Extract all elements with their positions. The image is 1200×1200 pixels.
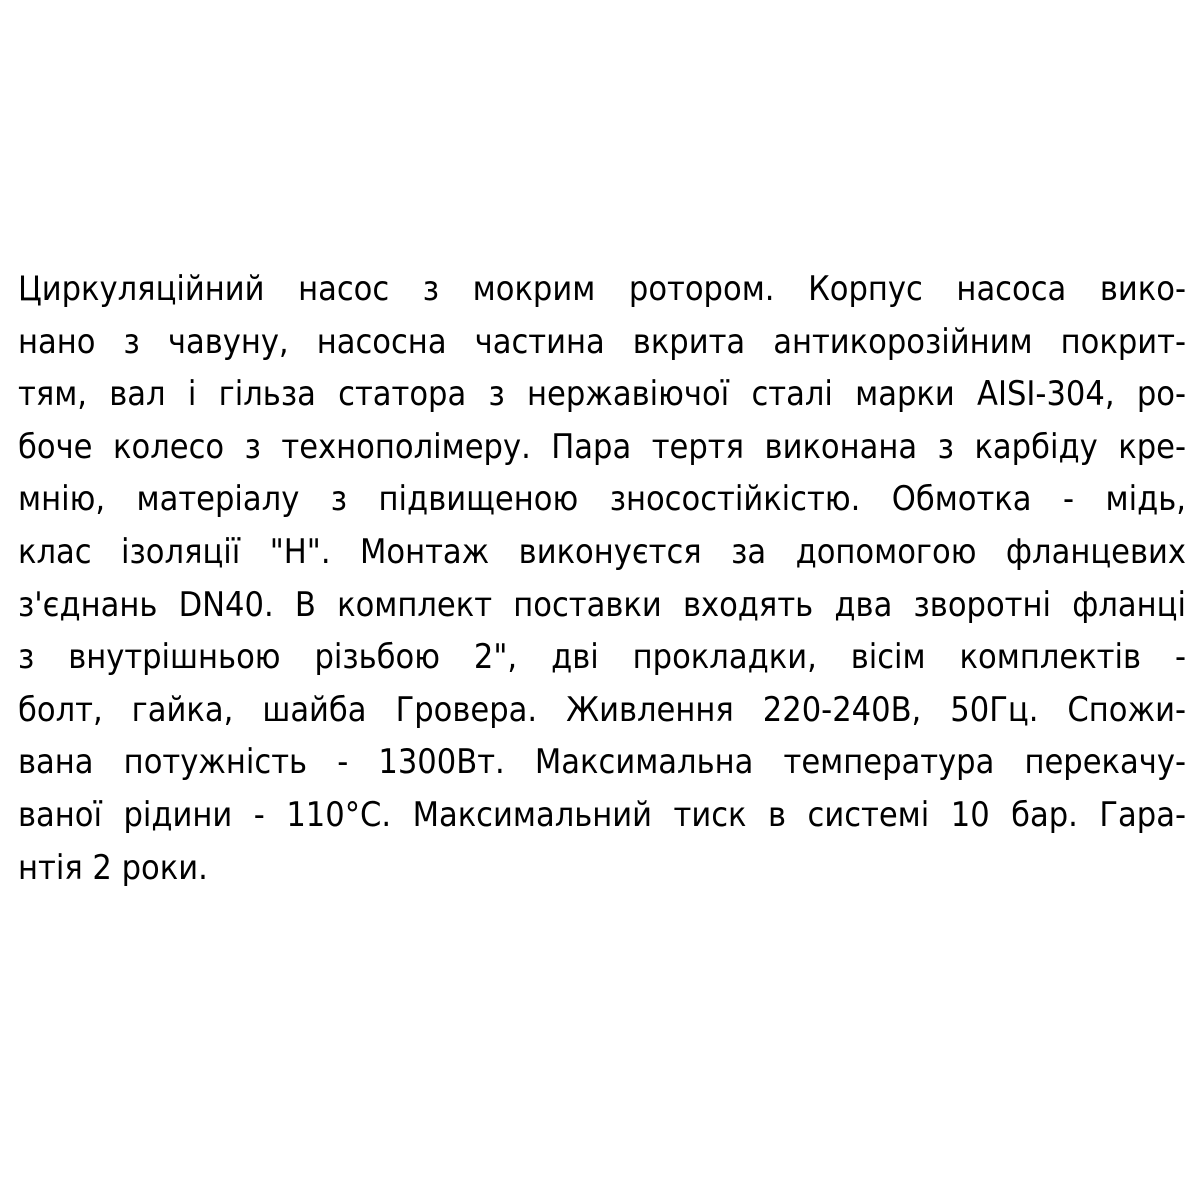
description-line-10: вана потужність - 1300Вт. Максимальна температура перекачу-	[18, 742, 1186, 783]
description-line-12: нтія 2 роки.	[18, 847, 208, 888]
description-line-2: нано з чавуну, насосна частина вкрита антикорозійним покрит-	[18, 321, 1186, 362]
product-description	[18, 263, 1186, 894]
description-line-9: болт, гайка, шайба Гровера. Живлення 220-240В, 50Гц. Спожи-	[18, 689, 1186, 730]
description-line-8: з внутрішньою різьбою 2", дві прокладки, вісім комплектів -	[18, 637, 1186, 678]
description-line-3: тям, вал і гільза статора з нержавіючої сталі марки AISI-304, ро-	[18, 374, 1186, 415]
description-line-6: клас ізоляції "H". Монтаж виконуєтся за допомогою фланцевих	[18, 531, 1186, 572]
description-line-1: Циркуляційний насос з мокрим ротором. Корпус насоса вико-	[18, 269, 1186, 309]
description-line-11: ваної рідини - 110°С. Максимальний тиск в системі 10 бар. Гара-	[18, 794, 1186, 835]
description-line-4: боче колесо з технополімеру. Пара тертя виконана з карбіду кре-	[18, 426, 1186, 467]
description-line-5: мнію, матеріалу з підвищеною зносостійкістю. Обмотка - мідь,	[18, 479, 1186, 520]
description-line-7: з'єднань DN40. В комплект поставки входять два зворотні фланці	[18, 584, 1186, 625]
